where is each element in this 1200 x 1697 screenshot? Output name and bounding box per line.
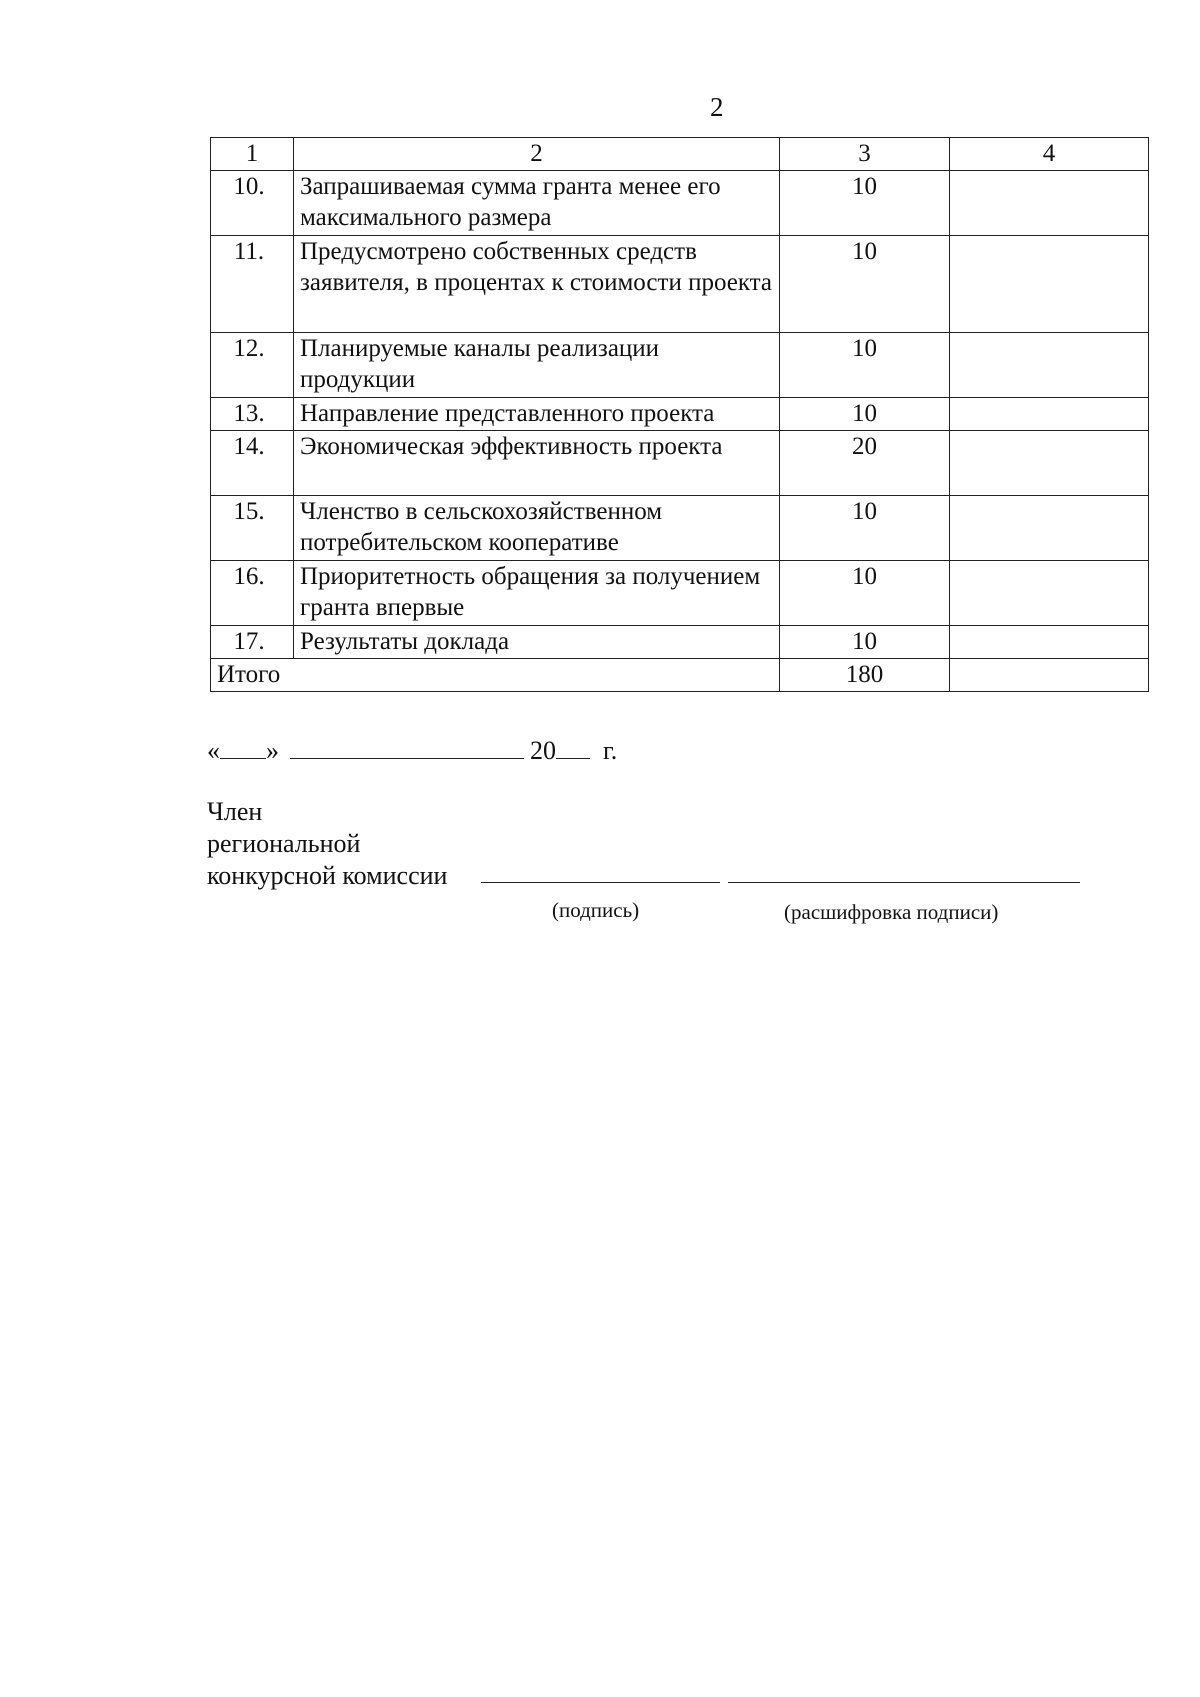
date-line (207, 734, 617, 766)
year-prefix: 20 (530, 736, 556, 765)
score-cell (950, 236, 1149, 333)
decode-blank[interactable] (728, 882, 1080, 883)
row-number: 13. (211, 398, 294, 431)
table-row (211, 333, 1149, 398)
header-cell: 2 (294, 138, 780, 171)
table-row (211, 171, 1149, 236)
score-cell (950, 496, 1149, 561)
evaluation-table (210, 137, 1149, 692)
criterion: Направление представленного проекта (294, 398, 780, 431)
score-cell (950, 431, 1149, 496)
signature-block (207, 796, 447, 892)
signature-label-line: Член (207, 797, 263, 826)
max-points: 10 (780, 496, 950, 561)
criterion: Членство в сельскохозяйственном потребительском кооперативе (294, 496, 780, 561)
total-score-cell (950, 659, 1149, 692)
score-cell (950, 398, 1149, 431)
signature-caption: (подпись) (552, 898, 640, 922)
signature-blank[interactable] (481, 882, 720, 883)
criterion: Результаты доклада (294, 626, 780, 659)
total-row (211, 659, 1149, 692)
max-points: 20 (780, 431, 950, 496)
max-points: 10 (780, 626, 950, 659)
table-row (211, 496, 1149, 561)
open-quote: « (207, 736, 220, 765)
signature-label-line: конкурсной комиссии (207, 861, 448, 890)
page-number: 2 (710, 92, 724, 122)
row-number: 16. (211, 561, 294, 626)
criterion: Запрашиваемая сумма гранта менее его максимального размера (294, 171, 780, 236)
row-number: 15. (211, 496, 294, 561)
max-points: 10 (780, 171, 950, 236)
score-cell (950, 561, 1149, 626)
max-points: 10 (780, 561, 950, 626)
total-points: 180 (780, 659, 950, 692)
year-suffix: г. (603, 736, 618, 765)
table-row (211, 236, 1149, 333)
row-number: 12. (211, 333, 294, 398)
table-header-row (211, 138, 1149, 171)
score-cell (950, 626, 1149, 659)
row-number: 14. (211, 431, 294, 496)
score-cell (950, 171, 1149, 236)
max-points: 10 (780, 398, 950, 431)
row-number: 10. (211, 171, 294, 236)
criterion: Предусмотрено собственных средств заявителя, в процентах к стоимости проекта (294, 236, 780, 333)
decode-caption: (расшифровка подписи) (784, 900, 999, 924)
close-quote: » (266, 736, 279, 765)
criterion: Приоритетность обращения за получением гранта впервые (294, 561, 780, 626)
criterion: Экономическая эффективность проекта (294, 431, 780, 496)
criterion: Планируемые каналы реализации продукции (294, 333, 780, 398)
table-row (211, 561, 1149, 626)
row-number: 17. (211, 626, 294, 659)
table-row (211, 398, 1149, 431)
day-blank[interactable] (220, 734, 266, 759)
header-cell: 3 (780, 138, 950, 171)
header-cell: 4 (950, 138, 1149, 171)
year-blank[interactable] (556, 734, 590, 759)
table-row (211, 626, 1149, 659)
table-row (211, 431, 1149, 496)
signature-label-line: региональной (207, 829, 361, 858)
max-points: 10 (780, 236, 950, 333)
header-cell: 1 (211, 138, 294, 171)
row-number: 11. (211, 236, 294, 333)
month-blank[interactable] (290, 734, 524, 759)
max-points: 10 (780, 333, 950, 398)
score-cell (950, 333, 1149, 398)
total-label: Итого (211, 659, 780, 692)
